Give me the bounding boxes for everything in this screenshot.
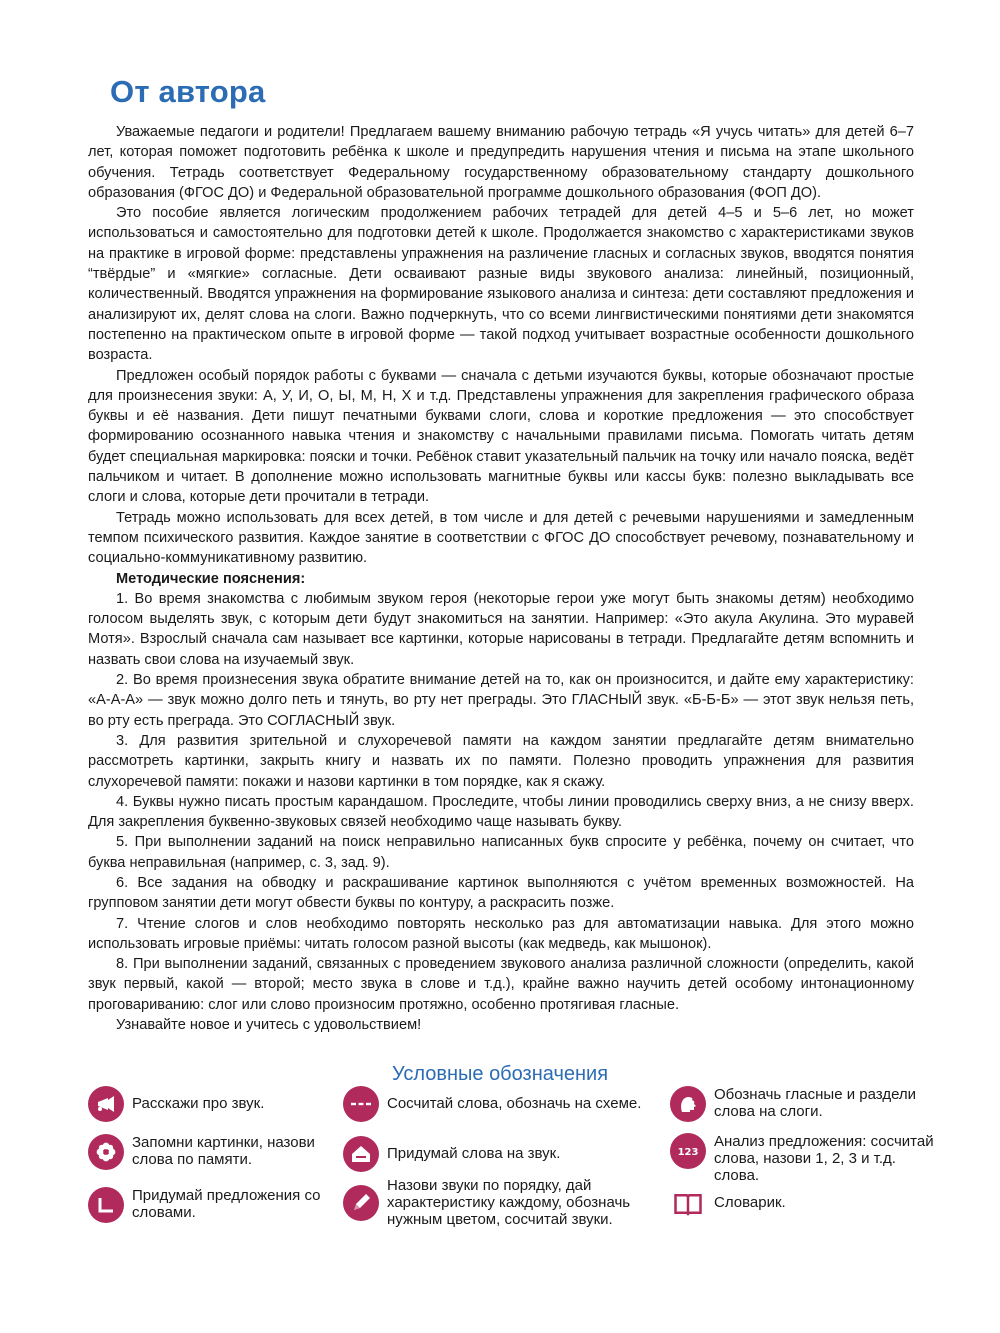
legend-title: Условные обозначения bbox=[391, 1063, 609, 1085]
body-text bbox=[88, 122, 914, 1035]
legend-item bbox=[343, 1086, 663, 1122]
legend-label: Анализ предложения: сосчитай слова, назови 1, 2, 3 и т.д. слова. bbox=[714, 1133, 934, 1184]
legend-label: Словарик. bbox=[714, 1194, 786, 1211]
numbers-icon bbox=[670, 1133, 706, 1169]
legend-item bbox=[88, 1187, 328, 1223]
flower-icon bbox=[88, 1134, 124, 1170]
methods-heading: Методические пояснения: bbox=[116, 570, 306, 587]
method-item: 3. Для развития зрительной и слухоречевой памяти на каждом занятии предлагайте детям внимательно рассмотреть картинки, закрыть книгу и назвать их по памяти. Полезно проводить упражнения для развития слухоречевой памяти: покажи и назови картинки в том порядке, как я скажу. bbox=[88, 732, 914, 790]
method-item: 1. Во время знакомства с любимым звуком героя (некоторые герои уже могут быть знакомы детям) необходимо голосом выделять звук, с которым дети будут знакомиться на занятии. Например: «Это акула Акулина. Это муравей Мотя». Взрослый сначала сам называет все картинки, которые нарисованы в тетради. Предлагайте детям вспомнить и назвать свои слова на изучаемый звук. bbox=[88, 590, 914, 668]
singing-head-icon bbox=[670, 1086, 706, 1122]
legend-label: Придумай предложения со словами. bbox=[132, 1187, 321, 1221]
paragraph: Тетрадь можно использовать для всех детей, в том числе и для детей с речевыми нарушениями и замедленным темпом психического развития. Каждое занятие в соответствии с ФГОС ДО способствует речевому, познавательному и социально-коммуникативному развитию. bbox=[88, 509, 914, 567]
content bbox=[88, 74, 914, 1035]
method-item: 4. Буквы нужно писать простым карандашом. Проследите, чтобы линии проводились сверху вниз, а не снизу вверх. Для закрепления буквенно-звуковых связей необходимо чаще называть букву. bbox=[88, 793, 914, 831]
legend-label: Назови звуки по порядку, дай характеристику каждому, обозначь нужным цветом, сосчитай звуки. bbox=[387, 1177, 631, 1228]
legend-item bbox=[343, 1136, 663, 1172]
corner-icon bbox=[88, 1187, 124, 1223]
legend-label: Придумай слова на звук. bbox=[387, 1145, 561, 1162]
svg-text:123: 123 bbox=[677, 1147, 699, 1158]
house-icon bbox=[343, 1136, 379, 1172]
method-item: 6. Все задания на обводку и раскрашивание картинок выполняются с учётом временных возможностей. На групповом занятии дети могут обвести буквы по контуру, а раскрасить позже. bbox=[88, 874, 914, 912]
paragraph: Это пособие является логическим продолжением рабочих тетрадей для детей 4–5 и 5–6 лет, но может использоваться и самостоятельно для подготовки детей к школе. Продолжается знакомство с характеристиками звуков на практике в игровой форме: представлены упражнения на различение гласных и согласных звуков, вводятся понятия “твёрдые” и «мягкие» согласные. Дети осваивают разные виды звукового анализа: линейный, позиционный, количественный. Вводятся упражнения на формирование языкового анализа и синтеза: дети составляют предложения и анализируют их, делят слова на слоги. Важно подчеркнуть, что со всеми лингвистическими понятиями дети знакомятся постепенно на практическом опыте в игровой форме — такой подход учитывает возрастные особенности дошкольного возраста. bbox=[88, 205, 914, 364]
book-icon bbox=[670, 1186, 706, 1222]
legend-item bbox=[88, 1086, 328, 1122]
trumpet-icon bbox=[88, 1086, 124, 1122]
method-item: 2. Во время произнесения звука обратите внимание детей на то, как он произносится, и дайте ему характеристику: «А-А-А» — звук можно долго петь и тянуть, во рту нет преграды. Это ГЛАСНЫЙ звук. «Б-Б-Б» — этот звук нельзя петь, во рту есть преграда. Это СОГЛАСНЫЙ звук. bbox=[88, 672, 914, 729]
legend-item bbox=[88, 1134, 328, 1170]
legend-label: Расскажи про звук. bbox=[132, 1095, 265, 1112]
paragraph: Предложен особый порядок работы с буквами — сначала с детьми изучаются буквы, которые обозначают простые для произнесения звуки: А, У, И, О, Ы, М, Н, Х и т.д. Представлены упражнения для закрепления графического образа буквы и её названия. Дети пишут печатными буквами слоги, слова и короткие предложения — это способствует формированию осознанного навыка чтения и знакомству с начальными правилами письма. Помогать читать детям будет специальная маркировка: пояски и точки. Ребёнок ставит указательный пальчик на точку или начало пояска, ведёт пальчиком и читает. В дополнение можно использовать магнитные буквы или кассы букв: полезно выкладывать все слоги и слова, которые дети прочитали в тетради. bbox=[88, 367, 914, 506]
legend-item bbox=[670, 1133, 945, 1184]
paragraph: Уважаемые педагоги и родители! Предлагаем вашему вниманию рабочую тетрадь «Я учусь читать» для детей 6–7 лет, которая поможет подготовить ребёнка к школе и предупредить нарушения чтения и письма на этапе школьного обучения. Тетрадь соответствует Федеральному государственному образовательному стандарту дошкольного образования (ФГОС ДО) и Федеральной образовательной программе дошкольного образования (ФОП ДО). bbox=[88, 124, 914, 201]
method-item: 7. Чтение слогов и слов необходимо повторять несколько раз для автоматизации навыка. Для этого можно использовать игровые приёмы: читать голосом разной высоты (как медведь, как мышонок). bbox=[88, 915, 914, 952]
page-title: От автора bbox=[110, 74, 266, 109]
legend-label: Запомни картинки, назови слова по памяти. bbox=[132, 1134, 315, 1168]
method-item: 5. При выполнении заданий на поиск неправильно написанных букв спросите у ребёнка, почему он считает, что буква неправильная (например, с. 3, зад. 9). bbox=[88, 834, 914, 871]
legend-label: Обозначь гласные и раздели слова на слоги. bbox=[714, 1086, 917, 1120]
method-item: 8. При выполнении заданий, связанных с проведением звукового анализа различной сложности (определить, какой звук первый, какой — второй; место звука в слове и т.д.), крайне важно научить детей особому интонационному проговариванию: слог или слово произносим протяжно, особенно протягивая гласные. bbox=[88, 956, 914, 1013]
legend-label: Сосчитай слова, обозначь на схеме. bbox=[387, 1095, 642, 1112]
legend-item bbox=[670, 1186, 945, 1222]
legend-item bbox=[343, 1177, 663, 1228]
legend-item bbox=[670, 1086, 945, 1122]
closing-line: Узнавайте новое и учитесь с удовольствием! bbox=[116, 1017, 422, 1034]
pencil-icon bbox=[343, 1185, 379, 1221]
dashes-icon bbox=[343, 1086, 379, 1122]
